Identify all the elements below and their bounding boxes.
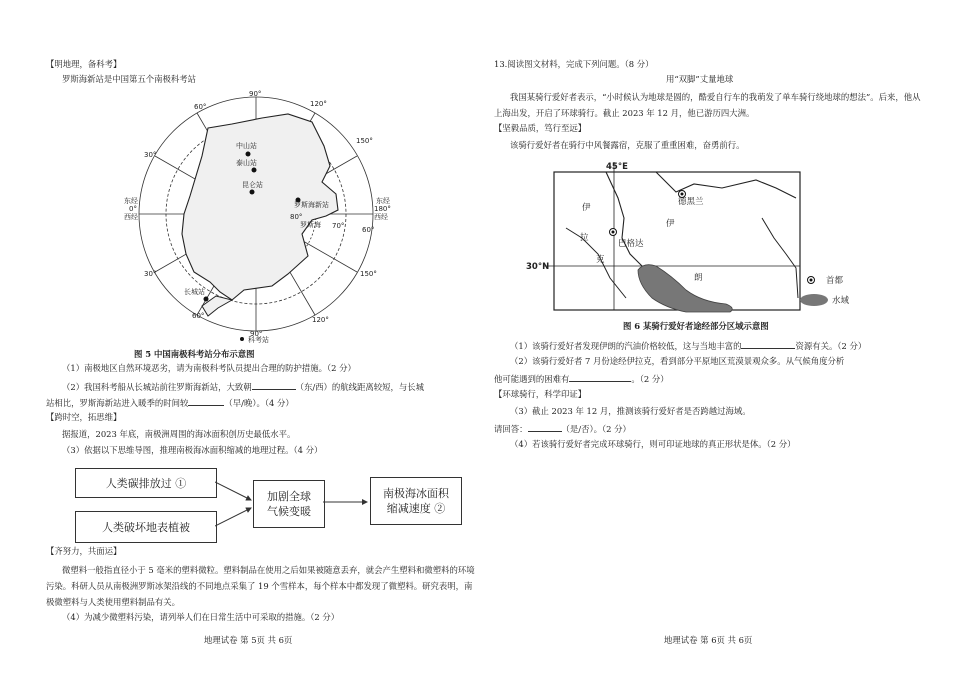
flow-box-carbon: 人类碳排放过 ① [75,468,217,498]
deg-0: 0° [129,205,137,213]
label-baghdad: 巴格达 [618,239,644,249]
legend-marker [240,337,244,341]
sec3-text: 微塑料一般指直径小于 5 毫米的塑料微粒。塑料制品在使用之后如果被随意丢弃，就会产生塑料和微塑料的环境污染。科研人员从南极洲罗斯冰架沿线的不同地点采集了 19 个雪样本，每个样本中都发现了微塑料。研究表明，南极微塑料与人类使用塑料制品有关。 [46,565,475,607]
q2-line2: 站相比，罗斯海新站进入暖季的时间较 （早/晚）。（4 分） [46,398,294,408]
iraq-char1: 伊 [582,203,591,213]
r-q3-answer: 请回答： （是/否）。（2 分） [494,424,631,434]
west-label-left: 西经 [124,213,138,221]
deg-120-bottom: 120° [312,316,329,324]
q4: （4）为减少微塑料污染，请列举人们在日常生活中可采取的措施。（2 分） [62,612,340,622]
section-head-perseverance: 【坚毅品质，笃行至远】 [494,123,587,133]
section-head-science: 【明地理，备科考】 [46,59,122,69]
legend-label: 科考站 [248,336,269,344]
baghdad-marker [612,231,615,234]
flow-arrows [215,470,375,540]
right-page [476,0,953,678]
iraq-char2: 拉 [580,233,589,243]
deg-60-bottom: 60° [192,312,205,320]
deg-150-top: 150° [356,137,373,145]
label-ross-sea: 罗斯海 [300,221,321,229]
q3: （3）依据以下思维导图，推理南极海冰面积缩减的地理过程。（4 分） [62,445,323,455]
r-q2: （2）该骑行爱好者 7 月份途经伊拉克，看到部分平原地区荒漠景观众多。从气候角度分析 [510,356,845,366]
section-intro: 罗斯海新站是中国第五个南极科考站 [62,74,196,84]
kunlun-marker [250,190,255,195]
deg-90-bottom: 90° [250,330,263,338]
r-q2-line2: 他可能遇到的困难有 。（2 分） [494,374,669,384]
deg-30-bottom: 30° [144,270,157,278]
r-q1: （1）该骑行爱好者发现伊朗的汽油价格较低，这与当地丰富的 资源有关。（2 分） [510,341,867,351]
deg-150-bottom: 150° [360,270,377,278]
east-label-right: 东经 [376,197,390,205]
label-ross-station: 罗斯海新站 [294,201,329,209]
label-zhongshan: 中山站 [236,142,257,150]
flow-box-warming: 加剧全球 气候变暖 [253,480,325,528]
deg-60-top: 60° [194,103,207,111]
legend-water-label: 水域 [832,296,850,306]
footer-left: 地理试卷 第 5页 共 6页 [204,635,293,645]
figure5-caption: 图 5 中国南极科考站分布示意图 [134,349,255,359]
deg-120-top: 120° [310,100,327,108]
legend-capital-label: 首都 [826,276,844,286]
left-page [0,0,476,678]
deg-80-right: 80° [290,213,303,221]
legend-capital-marker [810,279,813,282]
label-kunlun: 昆仑站 [242,181,263,189]
r-q4: （4）若该骑行爱好者完成环球骑行，则可印证地球的真正形状是体。（2 分） [510,439,796,449]
deg-70-right: 70° [332,222,345,230]
antarctica-map [112,86,432,348]
passage-intro: 我国某骑行爱好者表示，“小时候认为地球是圆的，酷爱自行车的我萌发了单车骑行绕地球的想法”。后来，他从上海出发，开启了环球骑行。截止 2023 年 12 月，他已游历四大洲。 [494,92,921,118]
zhongshan-marker [246,152,251,157]
iraq-char3: 克 [596,255,605,265]
great-wall-marker [204,297,209,302]
deg-180: 180° [374,205,391,213]
iran-iraq-map [526,158,906,320]
q1: （1）南极地区自然环境恶劣，请为南极科考队员提出合理的防护措施。（2 分） [62,363,356,373]
lon-45e: 45°E [606,162,628,172]
sec-a-text: 该骑行爱好者在骑行中风餐露宿，克服了重重困难，奋勇前行。 [510,140,745,150]
label-tehran: 德黑兰 [678,197,704,207]
lat-30n: 30°N [526,262,550,272]
label-taishan: 泰山站 [236,159,257,167]
label-great-wall: 长城站 [184,288,205,296]
r-q3: （3）截止 2023 年 12 月，推测该骑行爱好者是否跨越过海域。 [510,406,751,416]
sec2-text: 据报道，2023 年底，南极洲周围的海冰面积创历史最低水平。 [62,429,296,439]
iran-char2: 朗 [694,273,703,283]
flow-box-seaice: 南极海冰面积 缩减速度 ② [370,477,462,525]
deg-90-top: 90° [249,90,262,98]
deg-30-top: 30° [144,151,157,159]
flow-box-vegetation: 人类破坏地表植被 [75,511,217,543]
q2-line1: （2）我国科考船从长城站前往罗斯海新站，大致朝 （东/西）的航线距离较短，与长城 [62,382,425,392]
deg-60-right: 60° [362,226,375,234]
legend-water-swatch [800,294,828,306]
tehran-marker [681,193,684,196]
east-label-left: 东经 [124,197,138,205]
iran-char1: 伊 [666,219,675,229]
taishan-marker [252,168,257,173]
footer-right: 地理试卷 第 6页 共 6页 [664,635,753,645]
q13-head: 13.阅读图文材料，完成下列问题。（8 分） [494,59,654,69]
west-label-right: 西经 [374,213,388,221]
passage-title: 用“双脚”丈量地球 [666,74,734,84]
figure6-caption: 图 6 某骑行爱好者途经部分区域示意图 [623,321,769,331]
section-head-effort: 【齐努力，共面运】 [46,546,122,556]
section-head-spacetime: 【跨时空，拓思维】 [46,412,122,422]
section-head-cycling: 【环球骑行，科学印证】 [494,389,587,399]
